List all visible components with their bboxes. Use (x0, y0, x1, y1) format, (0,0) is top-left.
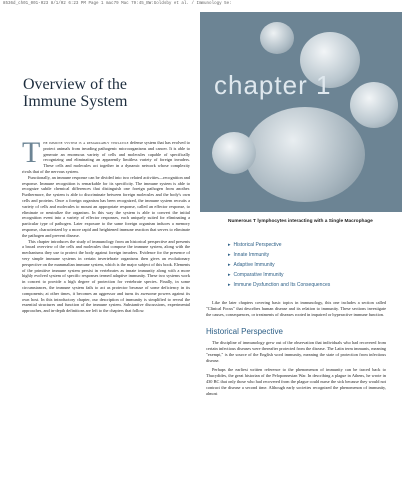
title-line-2: Immune System (23, 93, 128, 110)
para2: Functionally, an immune response can be divided into two related activities—recognition and response. Immune recognition is remarkable for its specificity. The immune system is able to recognize subtle chemical differences that distinguish one foreign pathogen from another. Furthermore, the system is able to discriminate between foreign molecules and the body's own cells and proteins. Once a foreign organism has been recognized, the immune system recruits a variety of cells and molecules to mount an appropriate response, called an effector response, to eliminate or neutralize the organism. In this way the system is able to convert the initial recognition event into a variety of effector responses, each uniquely suited for eliminating a particular type of pathogen. Later exposure to the same foreign organism induces a memory response, characterized by a more rapid and heightened immune reaction that serves to eliminate the pathogen and prevent disease. (22, 174, 190, 238)
historical-paragraph-1: The discipline of immunology grew out of the observation that individuals who had recovered from certain infectious diseases were thereafter protected from the disease. The Latin term immunis, meaning "exempt," is the source of the English word immunity, meaning the state of protection from infectious disease. (206, 340, 386, 363)
outline-item: ▸ Historical Perspective (228, 240, 388, 250)
drop-cap: T (22, 136, 41, 169)
figure-caption: Numerous T lymphocytes interacting with a Single Macrophage (228, 219, 373, 224)
print-header: 8536d_ch01_001-023 8/1/02 6:23 PM Page 1 mac79 Mac 79:45_BW:Goldsby et al. / Immunology 5e: (3, 2, 232, 6)
para3: This chapter introduces the study of immunology from an historical perspective and presents a broad overview of the cells and molecules that compose the immune system, along with the mechanisms they use to protect the body against foreign invaders. Evidence for the presence of very simple immune systems in certain invertebrate organisms then gives an evolutionary perspective on the mammalian immune system, which is the major subject of this book. Elements of the primitive immune system persist in vertebrates as innate immunity along with a more highly evolved system of specific responses termed adaptive immunity. These two systems work in concert to provide a high degree of protection for vertebrate species. Finally, in some circumstances, the immune system fails to act as protector because of some deficiency in its components; at other times, it becomes an aggressor and turns its awesome powers against its own host. In this introductory chapter, our description of immunity is simplified to reveal the essential structures and function of the immune system. Substantive discussions, experimental approaches, and in-depth definitions are left to the chapters that follow. (22, 238, 190, 314)
title-line-1: Overview of the (23, 76, 127, 93)
para1-lead: he immune system is a remarkably versatile (43, 140, 129, 145)
outline-item: ▸ Innate Immunity (228, 250, 388, 260)
t-lymphocyte-cell (260, 22, 294, 54)
intro-column (22, 136, 191, 314)
clinical-focus-paragraph: Like the later chapters covering basic topics in immunology, this one includes a section called "Clinical Focus" that describes human disease and its relation to immunity. These sections investigate the causes, consequences, or treatments of diseases rooted in impaired or hyperactive immune function. (206, 300, 386, 317)
outline-item: ▸ Comparative Immunity (228, 270, 388, 280)
historical-paragraph-2: Perhaps the earliest written reference to the phenomenon of immunity can be traced back to Thucydides, the great historian of the Peloponnesian War. In describing a plague in Athens, he wrote in 430 BC that only those who had recovered from the plague could nurse the sick because they would not contract the disease a second time. Although early societies recognized the phenomenon of immunity, almost (206, 367, 386, 396)
chapter-label: chapter 1 (214, 70, 332, 100)
macrophage-cell (245, 107, 365, 202)
t-lymphocyte-cell (350, 82, 398, 128)
page-title (23, 76, 127, 110)
outline-item: ▸ Immune Dysfunction and Its Consequences (228, 280, 388, 290)
right-column (206, 300, 386, 400)
para1-rest: defense system that has evolved to protect animals from invading pathogenic microorganisms and cancer. It is able to generate an enormous variety of cells and molecules capable of specifically recognizing and eliminating an apparently limitless variety of foreign invaders. These cells and molecules act together in a dynamic network whose complexity rivals that of the nervous system. (22, 140, 191, 174)
t-lymphocyte-cell (212, 132, 256, 174)
chapter-outline (228, 240, 388, 290)
chapter-hero-image (200, 12, 402, 212)
section-title: Historical Perspective (206, 327, 283, 337)
outline-item: ▸ Adaptive Immunity (228, 260, 388, 270)
